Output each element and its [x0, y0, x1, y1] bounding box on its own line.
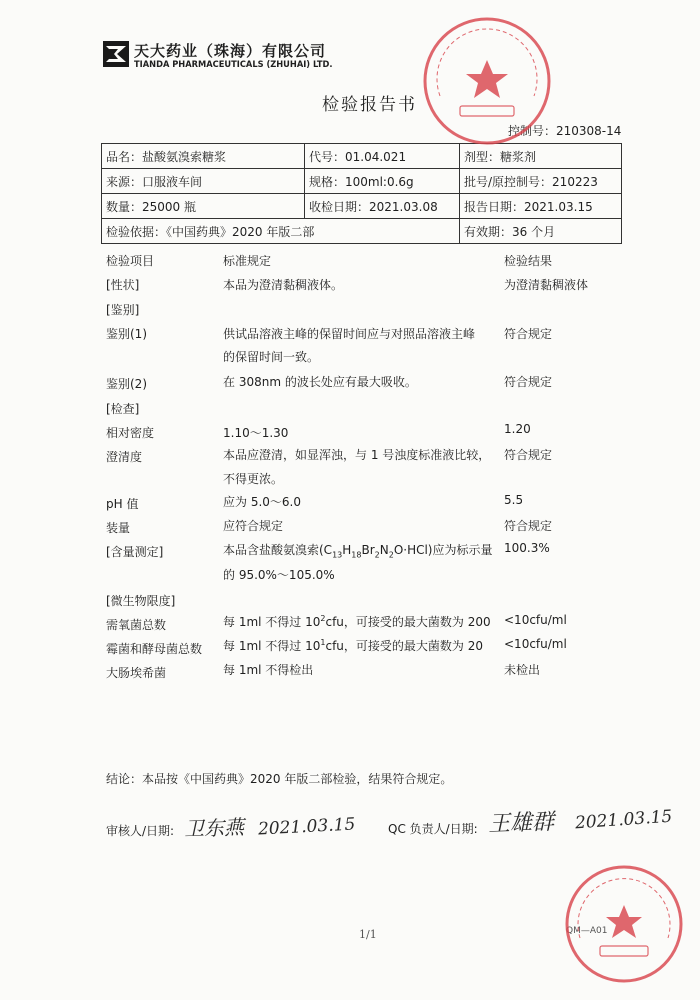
qc-date: 2021.03.15 [574, 806, 673, 834]
standard-clarity-line2: 不得更浓。 [223, 472, 284, 486]
batch-number: 批号/原控制号：210223 [460, 169, 622, 194]
section-inspection: [检查] [106, 402, 140, 416]
standard-ident1-line1: 供试品溶液主峰的保留时间应与对照品溶液主峰 [223, 327, 476, 341]
result-ph: 5.5 [504, 493, 524, 507]
quantity: 数量：25000 瓶 [102, 194, 305, 219]
company-name-en: TIANDA PHARMACEUTICALS (ZHUHAI) LTD. [134, 60, 333, 70]
result-assay: 100.3% [504, 541, 550, 555]
result-aerobic: <10cfu/ml [504, 613, 567, 627]
item-ident2: 鉴别(2) [106, 377, 147, 391]
company-logo-icon [103, 41, 129, 67]
product-code: 代号：01.04.021 [305, 144, 460, 169]
standard-ecoli: 每 1ml 不得检出 [223, 663, 314, 677]
validity: 有效期：36 个月 [460, 219, 622, 244]
reviewer-label: 审核人/日期: [106, 824, 175, 838]
result-mold: <10cfu/ml [504, 637, 567, 651]
result-ecoli: 未检出 [504, 663, 541, 677]
product-info-table [101, 143, 622, 244]
control-number: 控制号：210308-14 [508, 124, 622, 138]
result-ident2: 符合规定 [504, 375, 553, 389]
item-ident1: 鉴别(1) [106, 327, 147, 341]
standard-clarity-line1: 本品应澄清，如显浑浊，与 1 号浊度标准液比较， [223, 448, 491, 462]
item-clarity: 澄清度 [106, 450, 143, 464]
reviewer-signature: 卫东燕 [183, 814, 245, 842]
standard-appearance: 本品为澄清黏稠液体。 [223, 278, 344, 292]
section-microbial: [微生物限度] [106, 594, 176, 608]
specification: 规格：100ml:0.6g [305, 169, 460, 194]
form-code: QM—A01 [566, 926, 608, 936]
standard-fill: 应符合规定 [223, 519, 284, 533]
item-ecoli: 大肠埃希菌 [106, 666, 167, 680]
item-appearance: [性状] [106, 278, 140, 292]
col-header-result: 检验结果 [504, 254, 553, 268]
col-header-item: 检验项目 [106, 254, 155, 268]
page-number: 1/1 [359, 928, 377, 941]
qc-label: QC 负责人/日期: [388, 822, 478, 836]
item-fill: 装量 [106, 521, 131, 535]
receive-date: 收检日期：2021.03.08 [305, 194, 460, 219]
standard-aerobic: 每 1ml 不得过 $10^2cfu$，可接受的最大菌数为 200 [223, 614, 491, 629]
result-fill: 符合规定 [504, 519, 553, 533]
item-mold: 霉菌和酵母菌总数 [106, 642, 203, 656]
reviewer-date: 2021.03.15 [257, 814, 356, 840]
report-date: 报告日期：2021.03.15 [460, 194, 622, 219]
item-aerobic: 需氧菌总数 [106, 618, 167, 632]
standard-assay-line2: 的 95.0%～105.0% [223, 568, 335, 582]
result-appearance: 为澄清黏稠液体 [504, 278, 589, 292]
company-seal-icon [420, 14, 554, 148]
supplier-seal-icon [562, 862, 686, 986]
company-name-cn: 天大药业（珠海）有限公司 [134, 42, 327, 60]
document-title: 检验报告书 [322, 95, 417, 115]
result-ident1: 符合规定 [504, 327, 553, 341]
result-clarity: 符合规定 [504, 448, 553, 462]
dosage-form: 剂型：糖浆剂 [460, 144, 622, 169]
standard-mold: 每 1ml 不得过 $10^1cfu$，可接受的最大菌数为 20 [223, 638, 483, 653]
qc-signature: 王雄群 [487, 809, 555, 838]
standard-density: 1.10～1.30 [223, 426, 289, 440]
item-assay: [含量测定] [106, 545, 164, 559]
standard-ident2: 在 308nm 的波长处应有最大吸收。 [223, 375, 417, 389]
result-density: 1.20 [504, 422, 531, 436]
standard-ph: 应为 5.0～6.0 [223, 495, 301, 509]
section-identification: [鉴别] [106, 303, 140, 317]
standard-ident1-line2: 的保留时间一致。 [223, 350, 320, 364]
col-header-standard: 标准规定 [223, 254, 272, 268]
item-ph: pH 值 [106, 497, 139, 511]
product-name: 品名：盐酸氨溴索糖浆 [102, 144, 305, 169]
conclusion: 结论：本品按《中国药典》2020 年版二部检验，结果符合规定。 [106, 772, 453, 786]
item-density: 相对密度 [106, 426, 155, 440]
test-basis: 检验依据：《中国药典》2020 年版二部 [102, 219, 460, 244]
standard-assay-line1: 本品含盐酸氨溴索$(C_{13}H_{18}Br_2N_2O\cdot HCl)$应为标示量 [223, 543, 493, 560]
source: 来源：口服液车间 [102, 169, 305, 194]
